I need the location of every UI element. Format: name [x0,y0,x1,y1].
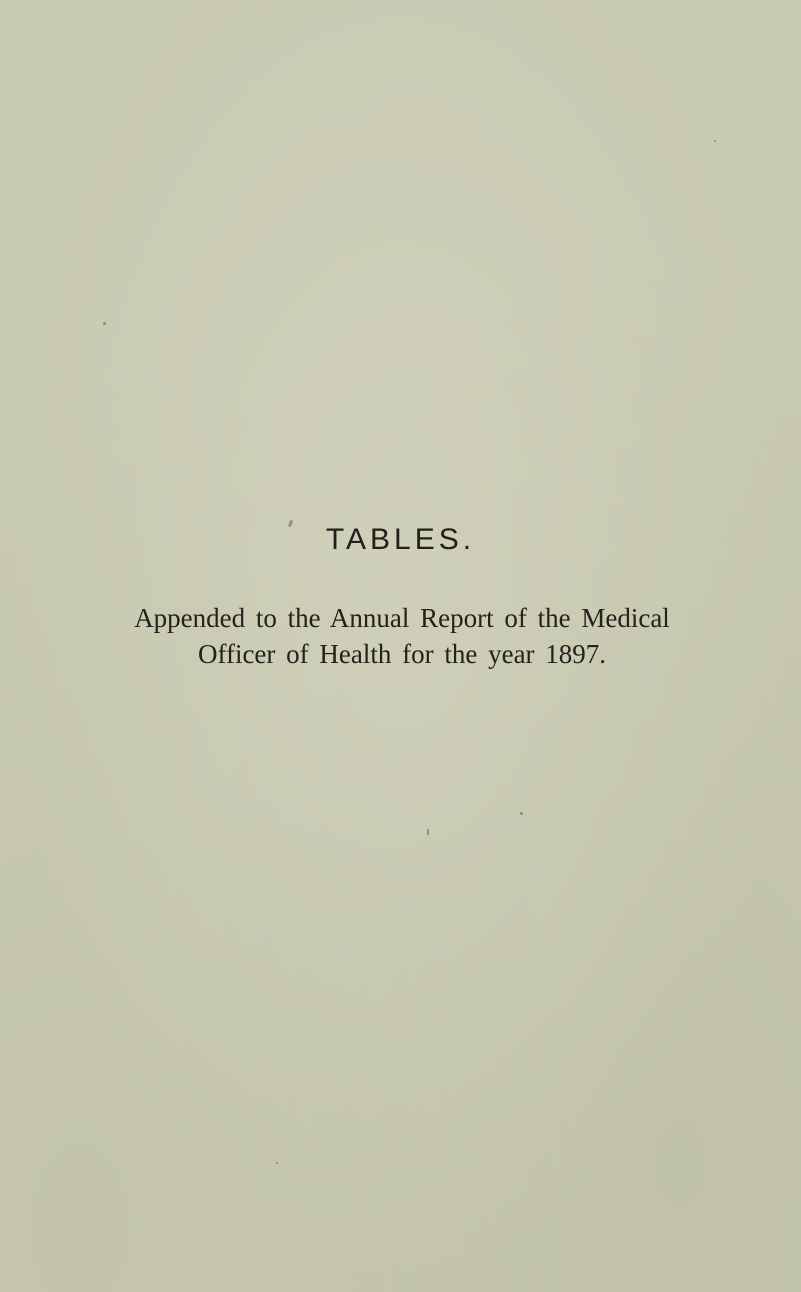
paper-speck [276,1162,278,1164]
paper-speck [520,812,523,815]
subtitle-line-2: Officer of Health for the year 1897. [197,639,607,669]
paper-speck [103,322,106,325]
paper-speck [714,140,716,142]
subtitle-line-1: Appended to the Annual Report of the Medical [134,603,670,633]
subtitle [92,600,712,672]
page-title: TABLES. [325,523,476,556]
paper-speck [427,829,429,835]
